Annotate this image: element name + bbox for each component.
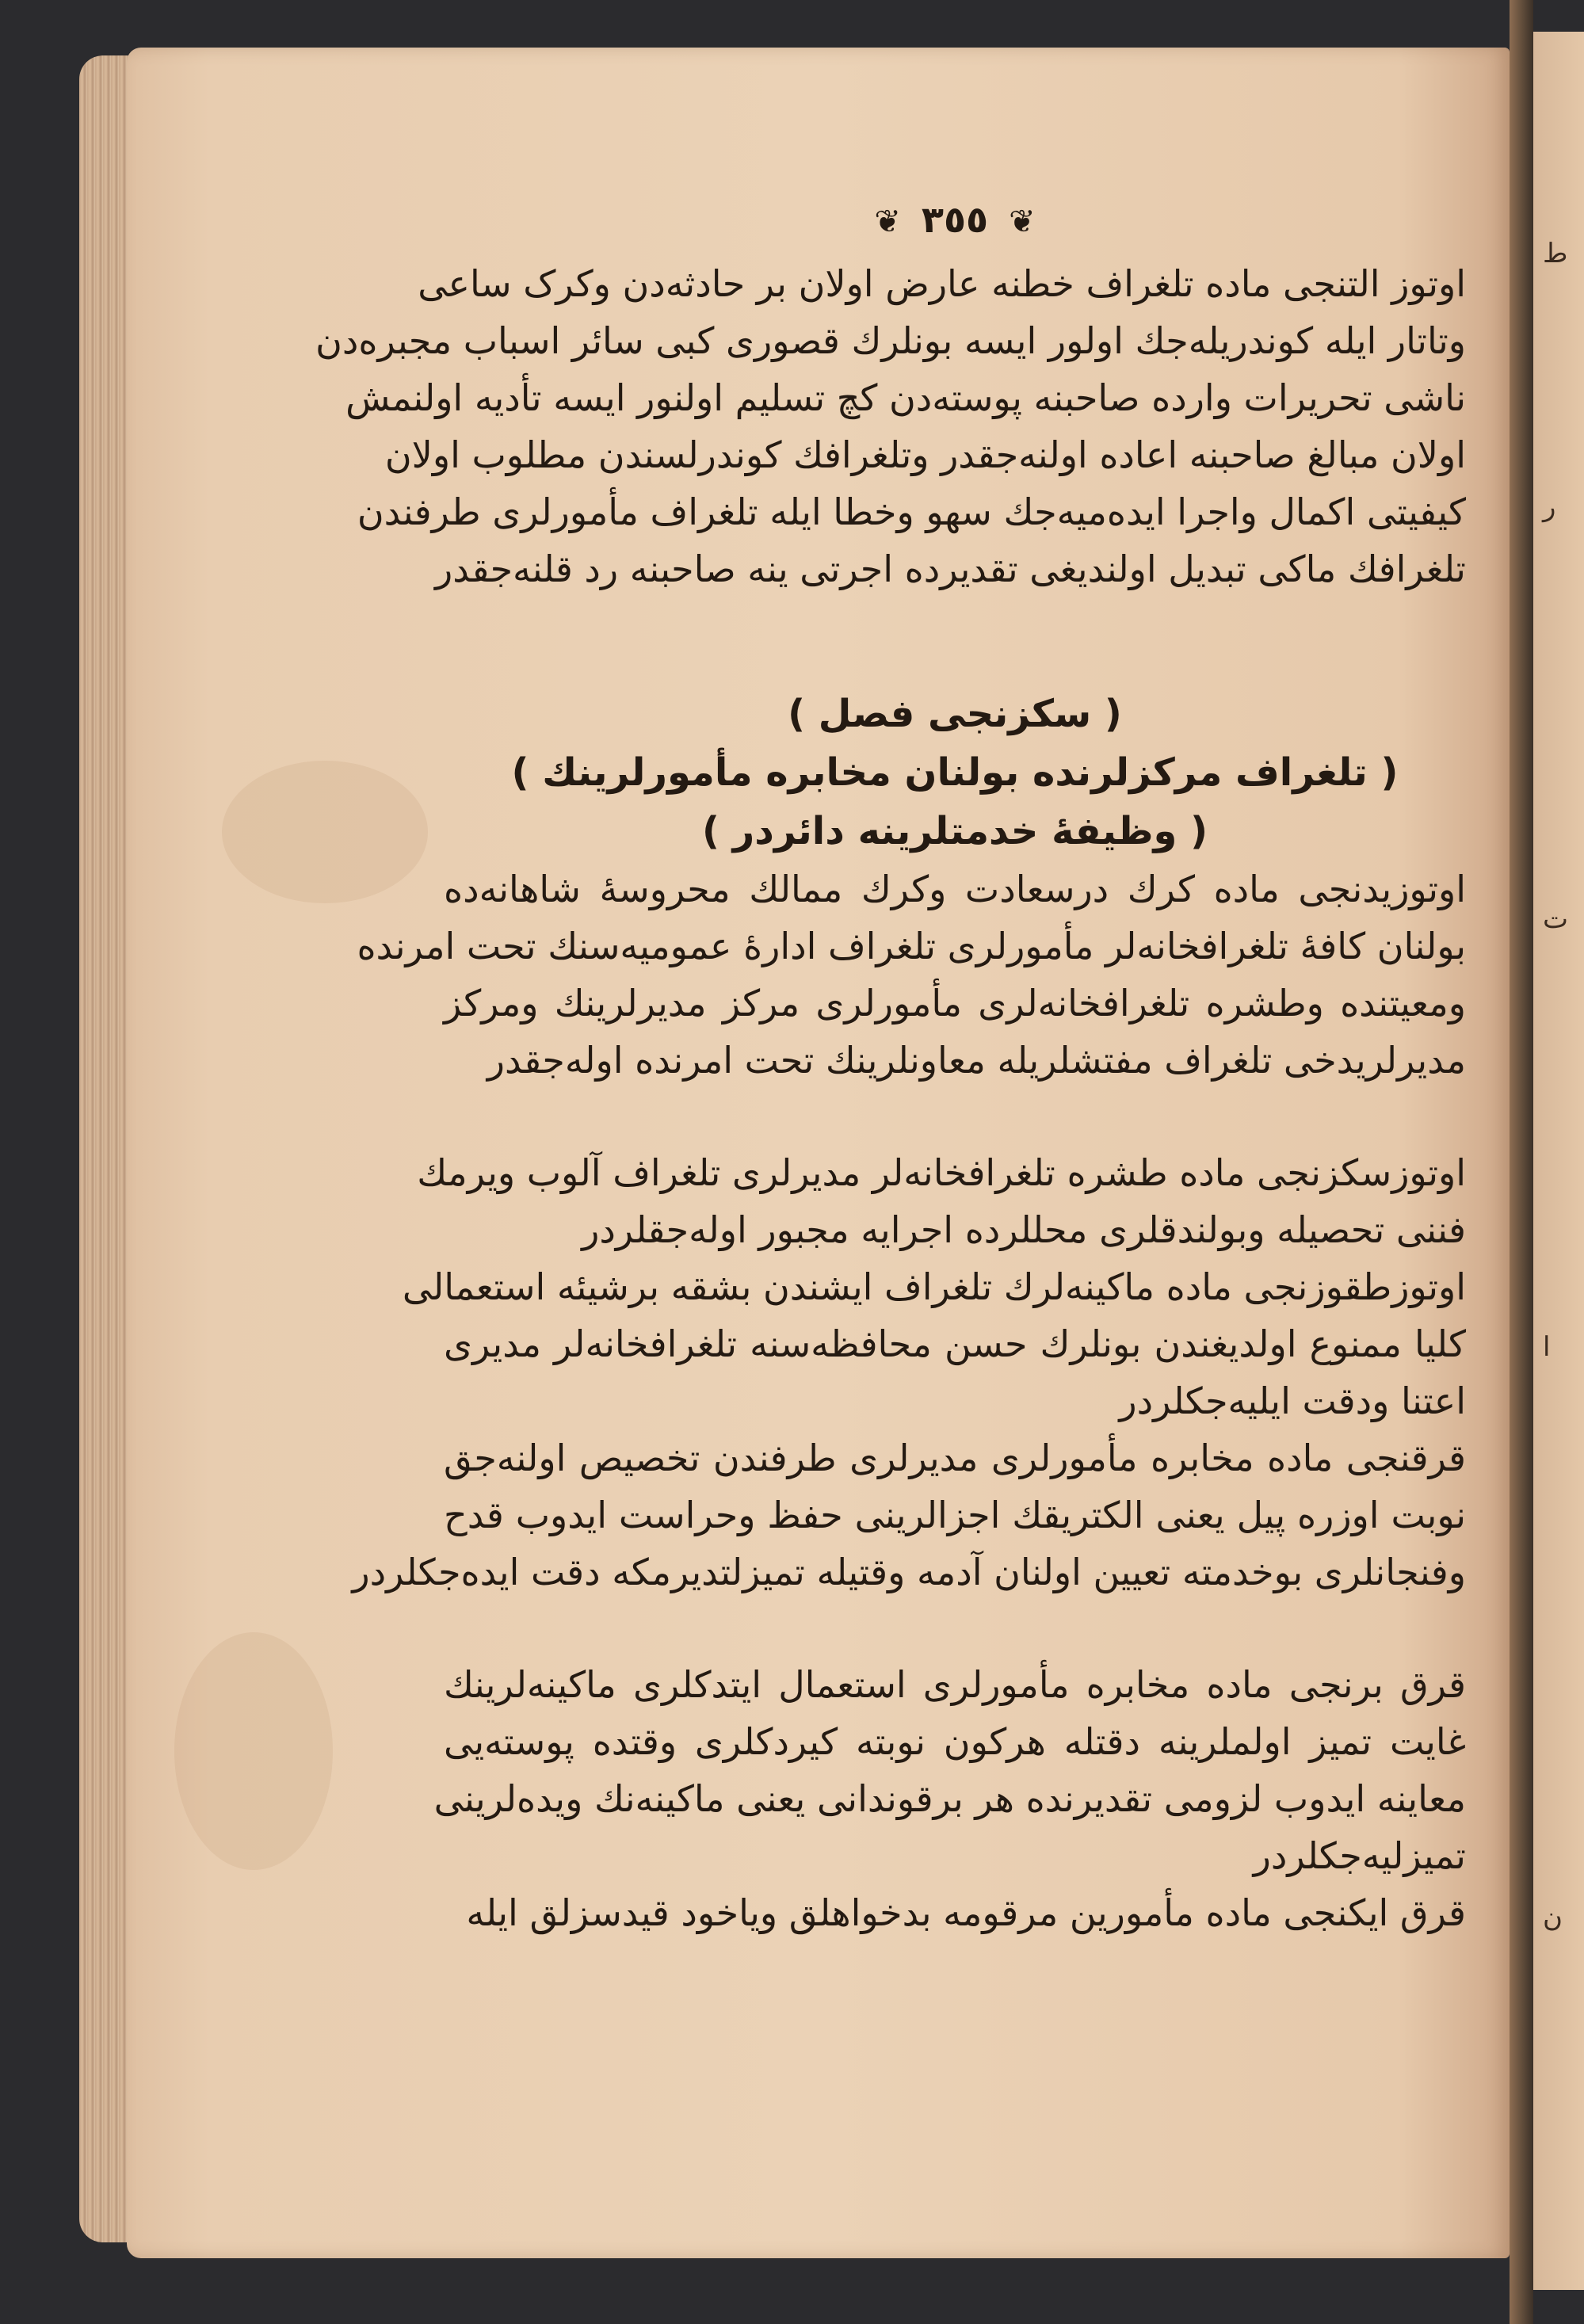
paragraph-article-30 [315,255,1466,597]
next-page-fragment: ت [1543,903,1569,935]
page-number: ٣٥٥ [921,198,989,241]
section-subtitle: ( تلغراف مرکزلرنده بولنان مخابره مأمورلرینك ) [511,750,1399,795]
paper-stain [174,1632,333,1870]
paragraph-article-41 [433,1656,1466,1884]
paragraph-article-40 [352,1429,1466,1601]
next-page-fragment: ا [1543,1331,1551,1363]
book-gutter [1510,0,1533,2324]
text-line: اوتوزطقوزنجی ماده ماکینه‌لرك تلغراف ایشندن بشقه برشیئه استعمالی [402,1265,1466,1308]
text-line: تمیزلیه‌جکلردر [1253,1834,1466,1877]
text-line: اعتنا ودقت ایلیه‌جکلردر [1119,1380,1466,1422]
text-line: قرق ایکنجی ماده مأمورین مرقومه بدخواهلق ویاخود قیدسزلق ایله [466,1891,1466,1934]
paragraph-article-36 [357,861,1466,1089]
text-line: کلیا ممنوع اولدیغندن بونلرك حسن محافظه‌سنه تلغرافخانه‌لر مدیری [444,1322,1466,1365]
text-line: نوبت اوزره پیل یعنی الکتریقك اجزالرینی حفظ وحراست ایدوب قدح [444,1494,1466,1536]
section-heading [444,685,1466,861]
text-line: قرق برنجی ماده مخابره مأمورلری استعمال ایتدکلری ماکینه‌لرینك [444,1663,1466,1706]
next-page-fragment: ط [1543,238,1568,269]
ornament-icon: ❦ [1009,204,1036,240]
text-line: اوتوزیدنجی ماده کرك درسعادت وکرك ممالك محروسهٔ شاهانه‌ده [444,868,1466,910]
section-title: ( سکزنجی فصل ) [788,692,1122,736]
next-page-fragment: ن [1543,1902,1563,1933]
ornament-icon: ❦ [874,204,901,240]
text-line: غایت تمیز اولملرینه دقتله هرکون نوبته کیردکلری وقتده پوسته‌یی [444,1720,1466,1763]
text-line: وفنجانلری بوخدمته تعیین اولنان آدمه وقتیله تمیزلتدیرمکه دقت ایده‌جکلردر [352,1551,1466,1593]
next-page-fragment: ر [1543,491,1556,523]
text-line: بولنان کافهٔ تلغرافخانه‌لر مأمورلری تلغراف ادارهٔ عمومیه‌سنك تحت امرنده [357,925,1466,967]
text-line: تلغرافك ماکی تبدیل اولندیغی تقدیرده اجرتی ینه صاحبنه رد قلنه‌جقدر [434,548,1466,590]
paragraph-article-38 [417,1144,1466,1258]
text-line: ومعیتنده وطشره تلغرافخانه‌لری مأمورلری مرکز مدیرلرینك ومرکز [444,982,1466,1025]
text-line: اوتوز التنجی ماده تلغراف خطنه عارض اولان بر حادثه‌دن وکرک ساعی [418,262,1466,305]
text-line: اوتوزسکزنجی ماده طشره تلغرافخانه‌لر مدیرلری تلغراف آلوب ویرمك [417,1151,1466,1194]
page-number-header [444,198,1466,241]
text-line: اولان مبالغ صاحبنه اعاده اولنه‌جقدر وتلغرافك کوندرلسندن مطلوب اولان [384,433,1466,476]
text-line: قرقنجی ماده مخابره مأمورلری مدیرلری طرفندن تخصیص اولنه‌جق [444,1437,1466,1479]
paragraph-article-42 [444,1884,1466,1941]
text-line: معاینه ایدوب لزومی تقدیرنده هر برقوندانی یعنی ماکینه‌نك ویده‌لرینی [433,1777,1466,1820]
section-subtitle: ( وظیفهٔ خدمتلرینه دائردر ) [701,809,1208,853]
text-line: کیفیتی اکمال واجرا ایده‌میه‌جك سهو وخطا ایله تلغراف مأمورلری طرفندن [357,490,1466,533]
text-line: ناشی تحریرات وارده صاحبنه پوسته‌دن کچ تسلیم اولنور ایسه تأدیه اولنمش [345,376,1466,419]
next-page-edge [1533,32,1584,2290]
paragraph-article-39 [402,1258,1466,1429]
text-line: مدیرلریدخی تلغراف مفتشلریله معاونلرینك تحت امرنده اوله‌جقدر [487,1039,1466,1082]
text-line: فننی تحصیله وبولندقلری محللرده اجرایه مجبور اوله‌جقلردر [582,1208,1466,1251]
text-line: وتاتار ایله کوندریله‌جك اولور ایسه بونلرك قصوری کبی سائر اسباب مجبره‌دن [315,319,1466,362]
page-text [315,198,1466,1941]
paper-stain [222,761,428,903]
